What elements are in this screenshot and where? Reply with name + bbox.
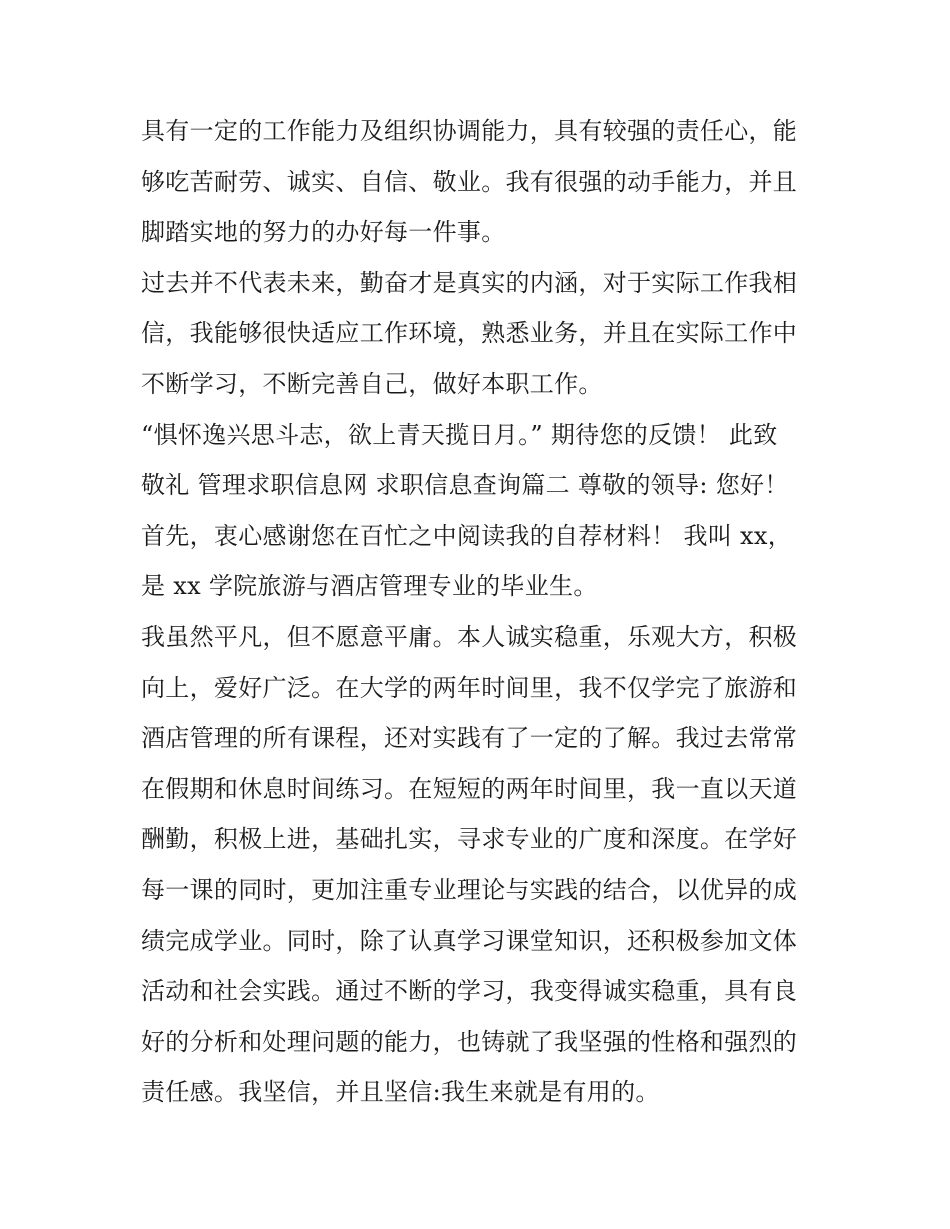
text-line: 过去并不代表未来，勤奋才是真实的内涵，对于实际工作我相 — [141, 268, 798, 297]
text-line: 酬勤，积极上进，基础扎实，寻求专业的广度和深度。在学好 — [141, 825, 798, 854]
text-line: 责任感。我坚信，并且坚信:我生来就是有用的。 — [141, 1078, 660, 1107]
text-line: 具有一定的工作能力及组织协调能力，具有较强的责任心，能 — [141, 117, 798, 145]
document-body — [141, 106, 821, 1118]
text-line: “惧怀逸兴思斗志，欲上青天揽日月。” 期待您的反馈！ 此致 — [141, 420, 778, 449]
text-line: 我虽然平凡，但不愿意平庸。本人诚实稳重，乐观大方，积极 — [141, 622, 798, 651]
text-line: 不断学习，不断完善自己，做好本职工作。 — [141, 369, 603, 398]
text-line: 信，我能够很快适应工作环境，熟悉业务，并且在实际工作中 — [141, 319, 798, 348]
text-line: 向上，爱好广泛。在大学的两年时间里，我不仅学完了旅游和 — [141, 673, 798, 702]
text-line: 在假期和休息时间练习。在短短的两年时间里，我一直以天道 — [141, 774, 798, 803]
text-line: 够吃苦耐劳、诚实、自信、敬业。我有很强的动手能力，并且 — [141, 167, 798, 196]
text-line: 首先，衷心感谢您在百忙之中阅读我的自荐材料！ 我叫 xx， — [141, 521, 793, 550]
text-line: 绩完成学业。同时，除了认真学习课堂知识，还积极参加文体 — [141, 926, 798, 955]
text-line: 活动和社会实践。通过不断的学习，我变得诚实稳重，具有良 — [141, 977, 798, 1006]
text-line: 脚踏实地的努力的办好每一件事。 — [141, 218, 506, 247]
text-line: 是 xx 学院旅游与酒店管理专业的毕业生。 — [141, 572, 598, 601]
text-line: 酒店管理的所有课程，还对实践有了一定的了解。我过去常常 — [141, 724, 798, 753]
text-line: 每一课的同时，更加注重专业理论与实践的结合，以优异的成 — [141, 875, 798, 904]
text-line: 敬礼 管理求职信息网 求职信息查询篇二 尊敬的领导: 您好！ — [141, 471, 789, 500]
text-line: 好的分析和处理问题的能力，也铸就了我坚强的性格和强烈的 — [141, 1027, 798, 1056]
